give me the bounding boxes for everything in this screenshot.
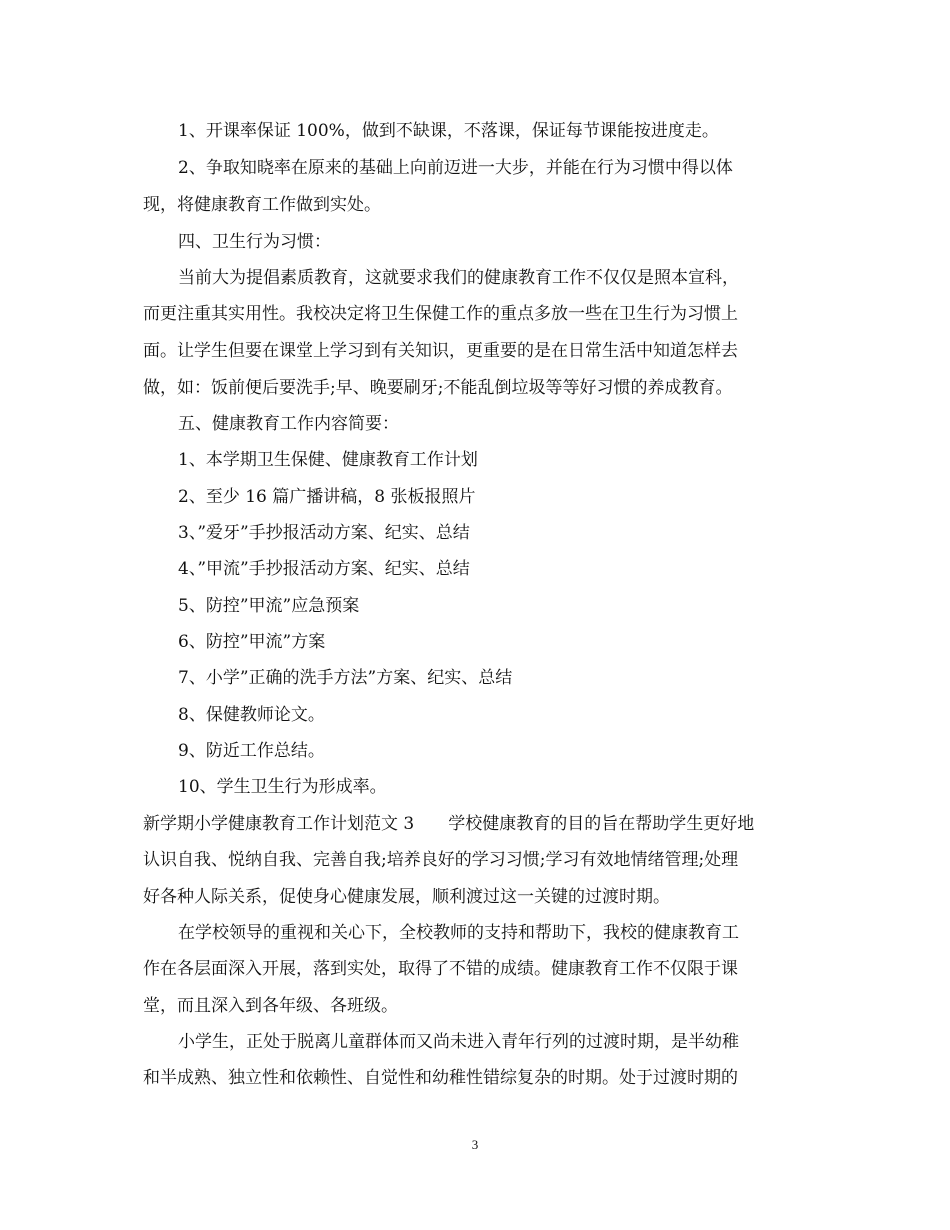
list-item: 10、学生卫生行为形成率。 bbox=[178, 777, 387, 797]
text-line: 作在各层面深入开展，落到实处，取得了不错的成绩。健康教育工作不仅限于课 bbox=[143, 959, 738, 979]
list-item: 7、小学”正确的洗手方法”方案、纪实、总结 bbox=[178, 668, 513, 688]
text-line: 现，将健康教育工作做到实处。 bbox=[143, 195, 381, 215]
list-item: 3、”爱牙”手抄报活动方案、纪实、总结 bbox=[178, 523, 470, 543]
list-item: 8、保健教师论文。 bbox=[178, 705, 325, 725]
text-line: 和半成熟、独立性和依赖性、自觉性和幼稚性错综复杂的时期。处于过渡时期的 bbox=[143, 1068, 738, 1088]
text-line: 1、开课率保证 100%，做到不缺课，不落课，保证每节课能按进度走。 bbox=[178, 121, 719, 141]
list-item: 5、防控”甲流”应急预案 bbox=[178, 596, 360, 616]
list-item: 4、”甲流”手抄报活动方案、纪实、总结 bbox=[178, 559, 470, 579]
list-item: 9、防近工作总结。 bbox=[178, 741, 325, 761]
section-heading: 五、健康教育工作内容简要： bbox=[178, 414, 399, 434]
section-heading: 四、卫生行为习惯： bbox=[178, 232, 331, 252]
text-line: 好各种人际关系，促使身心健康发展，顺利渡过这一关键的过渡时期。 bbox=[143, 887, 670, 907]
text-line: 新学期小学健康教育工作计划范文 3 学校健康教育的目的旨在帮助学生更好地 bbox=[143, 814, 755, 834]
text-line: 2、争取知晓率在原来的基础上向前迈进一大步，并能在行为习惯中得以体 bbox=[178, 158, 733, 178]
text-line: 而更注重其实用性。我校决定将卫生保健工作的重点多放一些在卫生行为习惯上 bbox=[143, 304, 738, 324]
text-line: 在学校领导的重视和关心下，全校教师的支持和帮助下，我校的健康教育工 bbox=[178, 923, 739, 943]
list-item: 1、本学期卫生保健、健康教育工作计划 bbox=[178, 450, 478, 470]
text-line: 堂，而且深入到各年级、各班级。 bbox=[143, 996, 398, 1016]
page-number: 3 bbox=[471, 1137, 479, 1152]
text-line: 面。让学生但要在课堂上学习到有关知识，更重要的是在日常生活中知道怎样去 bbox=[143, 341, 738, 361]
text-line: 做，如：饭前便后要洗手;早、晚要刷牙;不能乱倒垃圾等等好习惯的养成教育。 bbox=[143, 378, 733, 398]
text-line: 当前大为提倡素质教育，这就要求我们的健康教育工作不仅仅是照本宣科， bbox=[178, 268, 739, 288]
list-item: 2、至少 16 篇广播讲稿，8 张板报照片 bbox=[178, 487, 476, 507]
list-item: 6、防控”甲流”方案 bbox=[178, 632, 326, 652]
text-line: 小学生，正处于脱离儿童群体而又尚未进入青年行列的过渡时期，是半幼稚 bbox=[178, 1032, 739, 1052]
text-line: 认识自我、悦纳自我、完善自我;培养良好的学习习惯;学习有效地情绪管理;处理 bbox=[143, 850, 739, 870]
